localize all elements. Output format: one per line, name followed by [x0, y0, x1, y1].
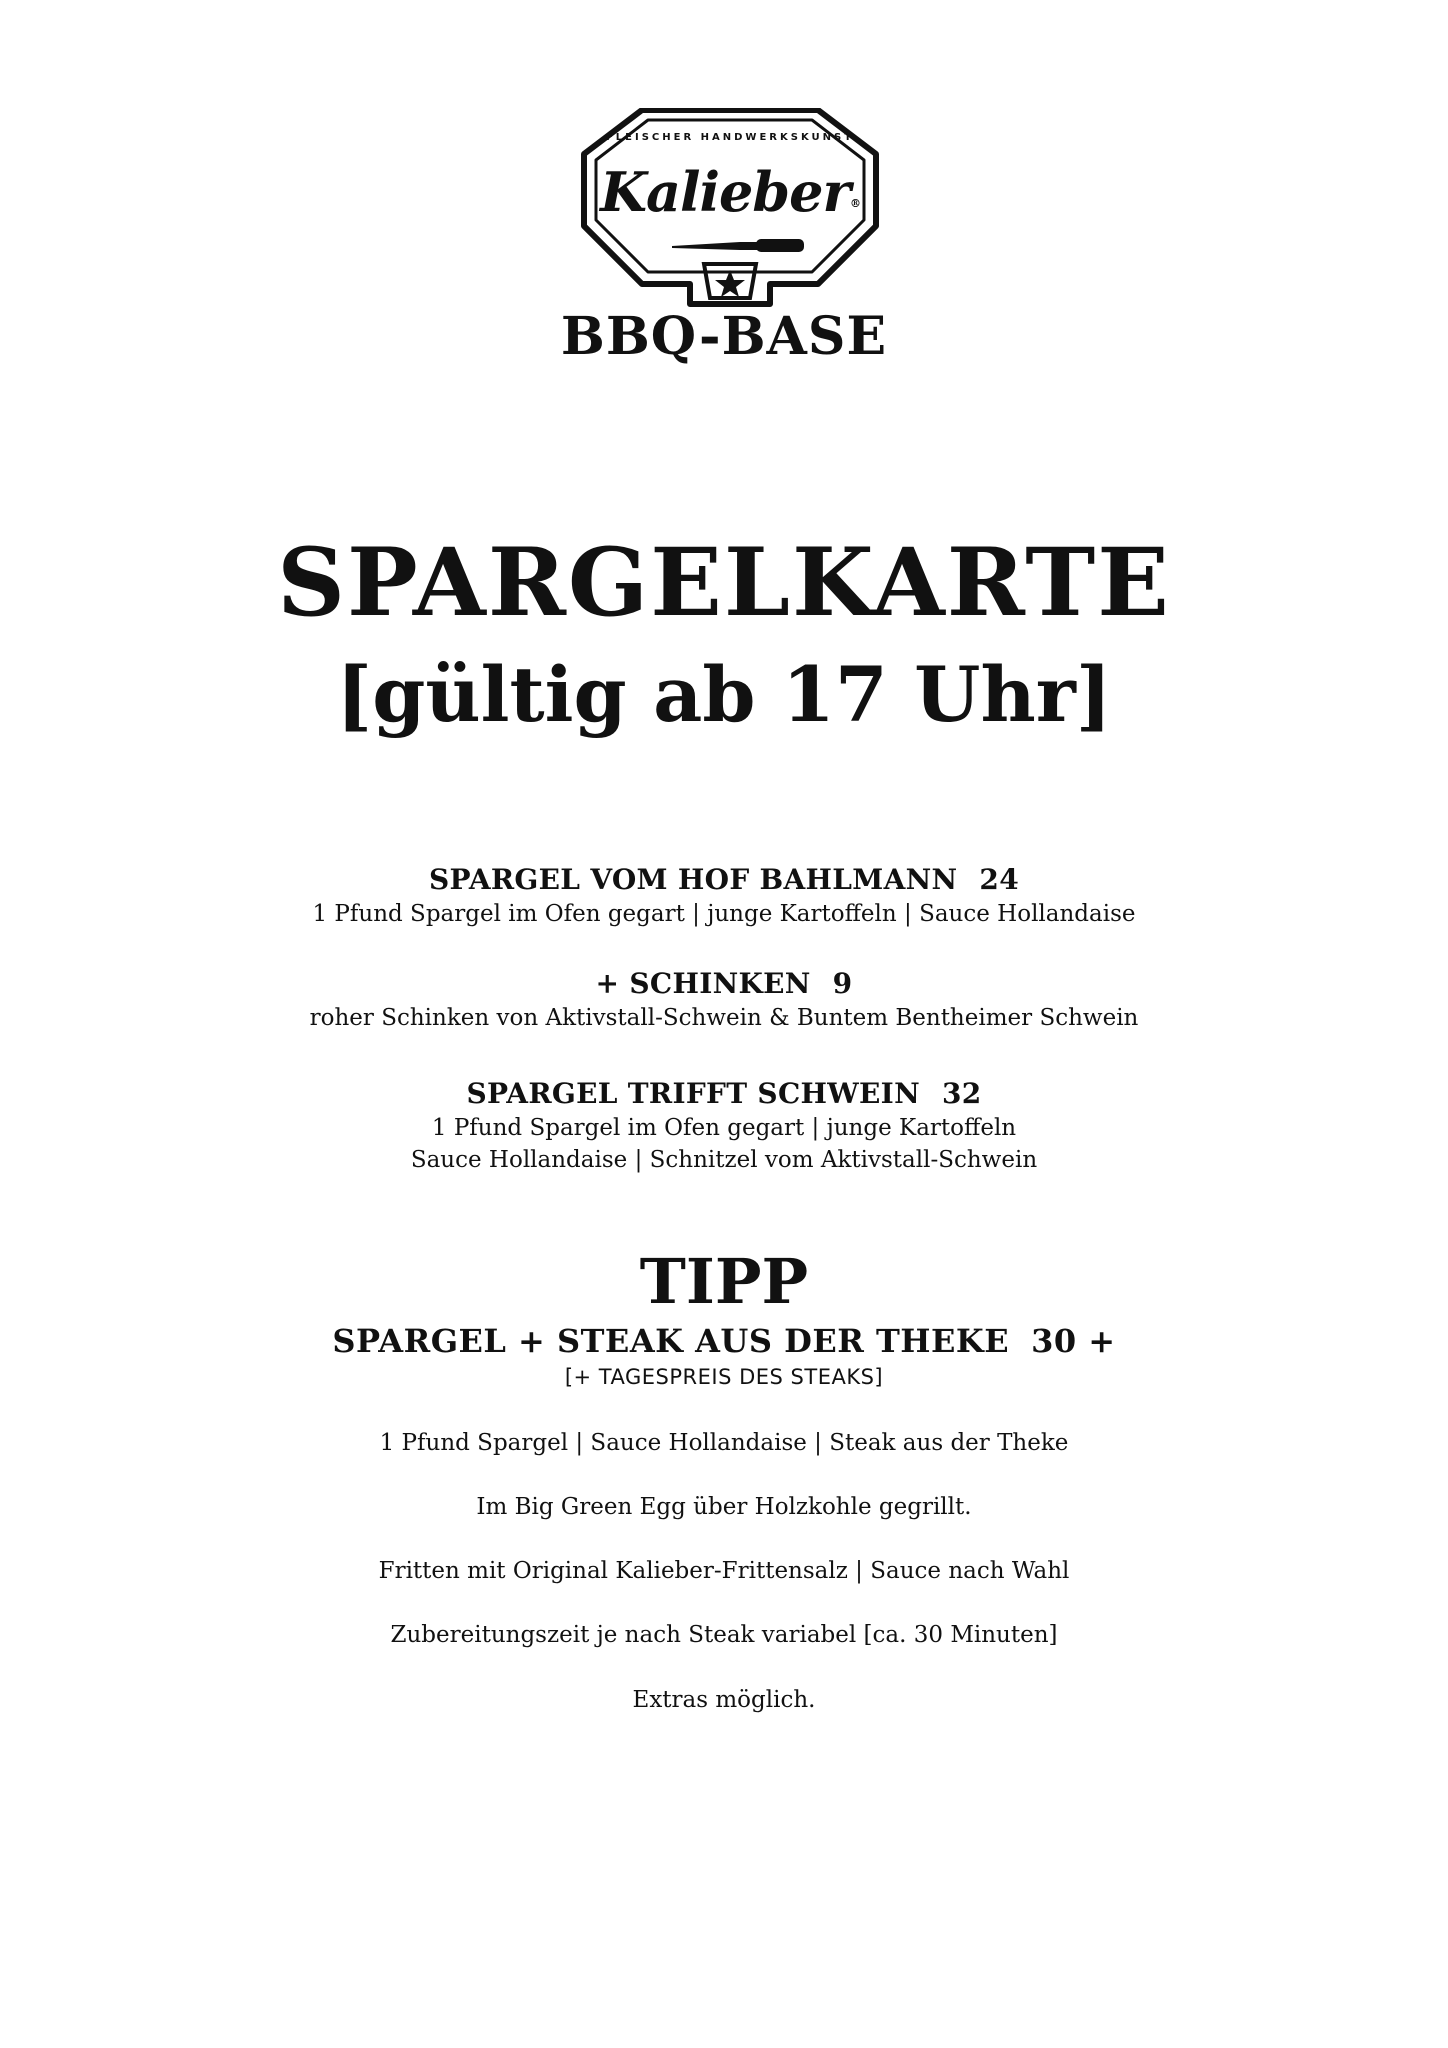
menu-item-description: 1 Pfund Spargel im Ofen gegart | junge Kartoffeln — [431, 1115, 1017, 1141]
menu-item-price: 32 — [941, 1077, 982, 1110]
menu-item-title — [0, 1076, 1448, 1112]
venue-name: BBQ-BASE — [560, 306, 888, 367]
tipp-price-note: [+ TAGESPREIS DES STEAKS] — [564, 1365, 884, 1389]
tipp-detail-line: Zubereitungszeit je nach Steak variabel [ca. 30 Minuten] — [390, 1622, 1058, 1648]
menu-item-price: 24 — [979, 863, 1019, 896]
kalieber-logo — [580, 108, 880, 308]
tipp-item-price: 30 + — [1031, 1322, 1116, 1360]
logo-brand-text: Kalieber — [600, 160, 850, 224]
menu-item-name: SPARGEL VOM HOF BAHLMANN — [429, 863, 958, 896]
tipp-detail-line: Fritten mit Original Kalieber-Frittensalz | Sauce nach Wahl — [378, 1558, 1070, 1584]
menu-item-description: roher Schinken von Aktivstall-Schwein & Buntem Bentheimer Schwein — [309, 1005, 1139, 1031]
logo-brand — [580, 162, 880, 234]
tipp-detail-line: Im Big Green Egg über Holzkohle gegrillt. — [476, 1494, 972, 1520]
tipp-detail-line: Extras möglich. — [632, 1687, 816, 1713]
menu-item-description: Sauce Hollandaise | Schnitzel vom Aktivstall-Schwein — [410, 1147, 1038, 1173]
page-title: SPARGELKARTE — [277, 528, 1171, 638]
menu-item-description: 1 Pfund Spargel im Ofen gegart | junge Kartoffeln | Sauce Hollandaise — [312, 901, 1136, 927]
logo-tagline: FLEISCHER HANDWERKSKUNST — [605, 132, 855, 143]
menu-item-title — [0, 862, 1448, 898]
menu-item — [0, 862, 1448, 930]
tipp-item-name: SPARGEL + STEAK AUS DER THEKE — [332, 1322, 1010, 1360]
tipp-title — [0, 1320, 1448, 1362]
menu-item-title — [0, 966, 1448, 1002]
tipp-detail-line: 1 Pfund Spargel | Sauce Hollandaise | Steak aus der Theke — [379, 1430, 1069, 1456]
menu-item-name: + SCHINKEN — [595, 967, 811, 1000]
menu-item — [0, 966, 1448, 1034]
menu-item-price: 9 — [832, 967, 853, 1000]
menu-item — [0, 1076, 1448, 1176]
registered-mark: ® — [849, 197, 860, 210]
page-subtitle: [gültig ab 17 Uhr] — [336, 650, 1112, 739]
tipp-heading: TIPP — [639, 1245, 809, 1318]
menu-item-name: SPARGEL TRIFFT SCHWEIN — [466, 1077, 920, 1110]
